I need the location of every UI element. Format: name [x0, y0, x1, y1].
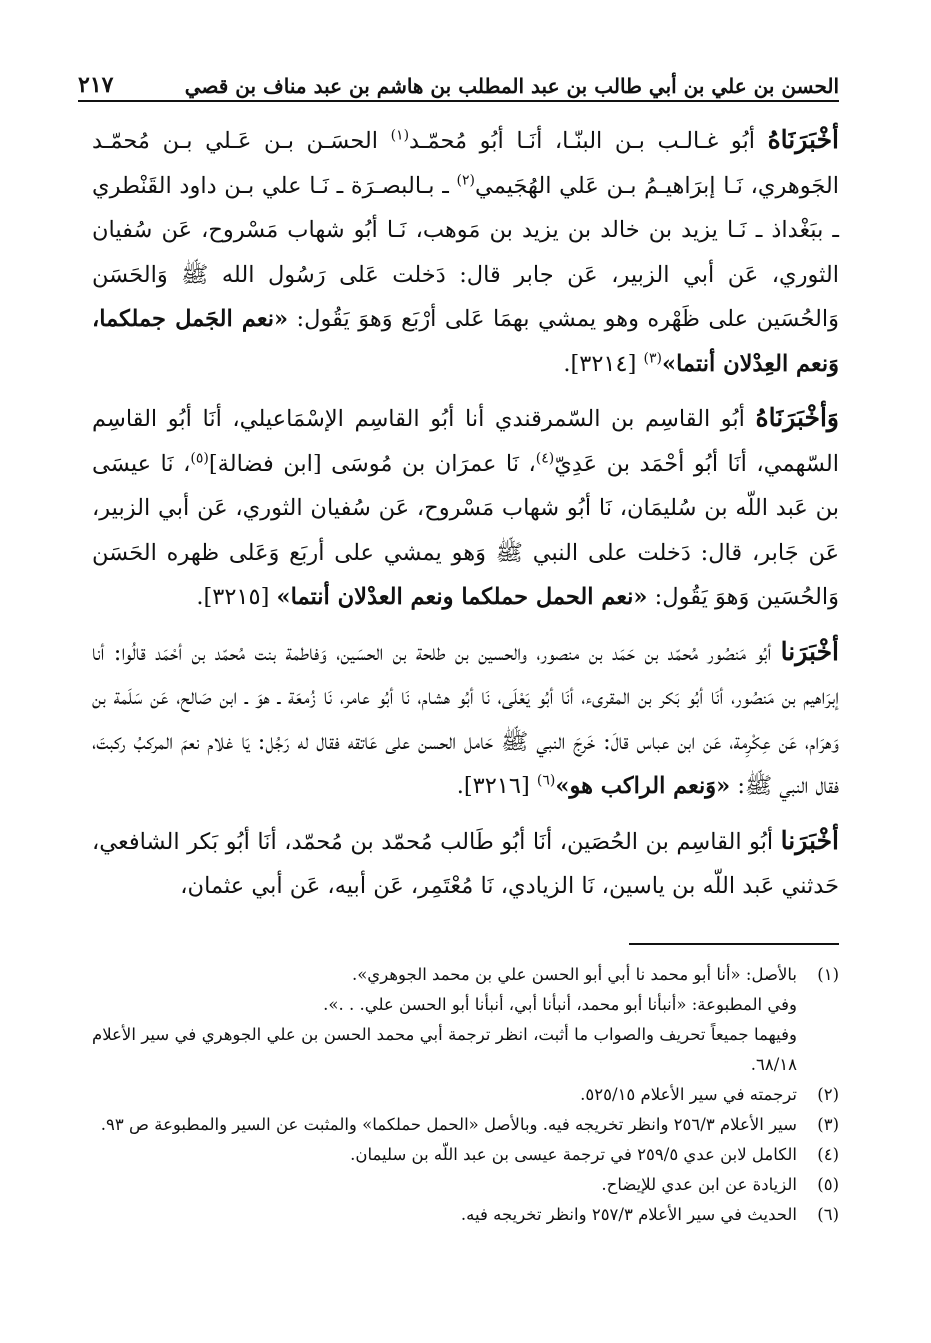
header-title: الحسن بن علي بن أبي طالب بن عبد المطلب بن هاشم بن عبد مناف بن قصي [184, 74, 839, 98]
footnote [92, 1200, 839, 1230]
footnote-number: (٥) [817, 1175, 839, 1194]
hadith-number: [٣٢١٦]. [456, 773, 537, 799]
paragraph-3 [92, 630, 839, 809]
paragraph-4 [92, 819, 839, 909]
footnote-number: (١) [817, 965, 839, 984]
paragraph-lead: أخْبَرَنَاهُ [767, 125, 839, 154]
footnote-ref: (٦) [536, 772, 556, 789]
paragraph-1 [92, 118, 839, 386]
footnote [92, 1170, 839, 1200]
footnote-number: (٤) [817, 1145, 839, 1164]
footnote-number [797, 1020, 839, 1080]
footnote-text: وفي المطبوعة: «أنبأنا أبو محمد، أنبأنا أبي، أنبأنا أبو الحسن علي. . .». [323, 995, 797, 1014]
footnote-text: وفيهما جميعاً تحريف والصواب ما أثبت، انظر ترجمة أبي محمد الحسن بن علي الجوهري في سير الأعلام ٦٨/١٨. [92, 1025, 797, 1074]
footnote-text: ترجمته في سير الأعلام ٥٢٥/١٥. [580, 1085, 797, 1104]
footnote [92, 1020, 839, 1080]
footnotes [92, 960, 839, 1230]
footnote-text: الكامل لابن عدي ٢٥٩/٥ في ترجمة عيسى بن عبد اللّه بن سليمان. [350, 1145, 797, 1164]
hadith-number: [٣٢١٤]. [563, 350, 644, 377]
paragraph-text: ، نَا عمرَان بن مُوسَى [ابن فضالة] [208, 450, 536, 477]
footnote [92, 1080, 839, 1110]
paragraph-text: أبُو غـالـب بـن البنّـا، أنَـا أبُو مُحمّـد [409, 128, 768, 154]
footnote-number: (٣) [817, 1115, 839, 1134]
main-text [92, 118, 839, 919]
paragraph-text: أبُو مَنصُور مُحمّد بن حَمَد بن منصور، والحسين بن طلحة بن الحسَين، وَفاطمة بنت مُحمّد بن أحْمَد قالُوا: أنا إبرَاهيم بن مَنصُور، أنَا أبُو بَكر بن المقرىء، أنَا أبُو يَعْلَى، نَا أبُو هشام، نَا أبُو عامر، نَا زُمعَة ـ هوَ ـ ابن صَالح، عَن سَلَمة بن وَهرَام، عَن عِكْرِمة، عَن ابن عباس قالَ: خَرجَ النبي ﷺ حَامل الحسن على عَاتقه فقال له رَجُل: يَا غلام نعمَ المركبُ ركبتَ، فقال النبي ﷺ: [92, 639, 839, 799]
running-header [78, 58, 839, 98]
footnote-ref: (٢) [456, 172, 475, 188]
footnote-ref: (٤) [535, 450, 555, 466]
hadith-number: [٣٢١٥]. [196, 584, 277, 610]
footnote-text: الزيادة عن ابن عدي للإيضاح. [601, 1175, 797, 1194]
footnote-text: الحديث في سير الأعلام ٢٥٧/٣ وانظر تخريجه فيه. [460, 1205, 797, 1224]
paragraph-text: الحسَـن بـن عَـلي بـن مُحمّـد الجَوهري، نَـا إبرَاهيـمُ بـن عَلي الهُجَيمي [92, 128, 840, 199]
footnote [92, 990, 839, 1020]
header-divider [78, 100, 839, 102]
hadith-quote: «وَنعم الراكب هو» [555, 773, 731, 799]
paragraph-lead: أخْبَرَنا [780, 636, 839, 666]
footnote-ref: (٥) [190, 450, 209, 466]
footnote [92, 1140, 839, 1170]
paragraph-text: ـ بـالبصـرَة ـ نَـا علي بـن داود القَنْطري ـ ببَغْداذ ـ نَـا يزيد بن خالد بن يزيد بن مَوهب، نَـا أبُو شهاب مَسْروح، عَن سُفيان الثوري، عَن أبي الزبير، عَن جابر قال: دَخلت عَلى رَسُول الله ﷺ وَالحَسَن وَالحُسَين على ظَهْره وهو يمشي بهمَا عَلى أرْبَع وَهوَ يَقُول: [92, 172, 839, 332]
footnote-number: (٦) [817, 1205, 839, 1224]
footnote-number: (٢) [817, 1085, 839, 1104]
footnote-divider [629, 943, 839, 945]
footnote-ref: (٣) [643, 350, 663, 366]
footnote-number [797, 990, 839, 1020]
hadith-quote: «نعم الجَمل جملكما، وَنعم العِدْلان أنتما» [92, 306, 839, 377]
paragraph-2 [92, 396, 839, 620]
paragraph-text: ، نَا عيسَى بن عَبد اللّه بن سُليمَان، نَا أبُو شهاب مَسْروح، عَن سُفيان الثوري، عَن أبي الزبير، عَن جَابر، قال: دَخلت على النبي ﷺ وَهو يمشي على أربَع وَعَلى ظهره الحَسَن وَالحُسَين وَهوَ يَقُول: [92, 450, 839, 610]
footnote-text: سير الأعلام ٢٥٦/٣ وانظر تخريجه فيه. وبالأصل «الحمل حملكما» والمثبت عن السير والمطبوعة ص ٩٣. [100, 1115, 797, 1134]
paragraph-lead: أخْبَرَنا [780, 825, 839, 855]
paragraph-text: أبُو القاسِم بن الحُصَين، أنَا أبُو طَالب مُحمّد بن مُحمّد، أنَا أبُو بَكر الشافعي، حَدثني عَبد اللّه بن ياسين، نَا الزيادي، نَا مُعْتَمِر، عَن أبيه، عَن أبي عثمان، [92, 828, 839, 899]
footnote-ref: (١) [390, 127, 410, 144]
footnote [92, 1110, 839, 1140]
paragraph-lead: وَأخْبَرَنَاهُ [755, 403, 839, 432]
hadith-quote: «نعم الحمل حملكما ونعم العدْلان أنتما» [276, 584, 648, 610]
footnote [92, 960, 839, 990]
paragraph-text: أبُو القاسِم بن السّمرقندي أنا أبُو القاسِم الإسْمَاعيلي، أنَا أبُو القاسِم السّهمي، أنَا أبُو أحْمَد بن عَدِيّ [92, 406, 839, 477]
footnote-text: بالأصل: «أنا أبو محمد نا أبي أبو الحسن علي بن محمد الجوهري». [351, 965, 797, 984]
page-number: ٢١٧ [78, 72, 114, 98]
